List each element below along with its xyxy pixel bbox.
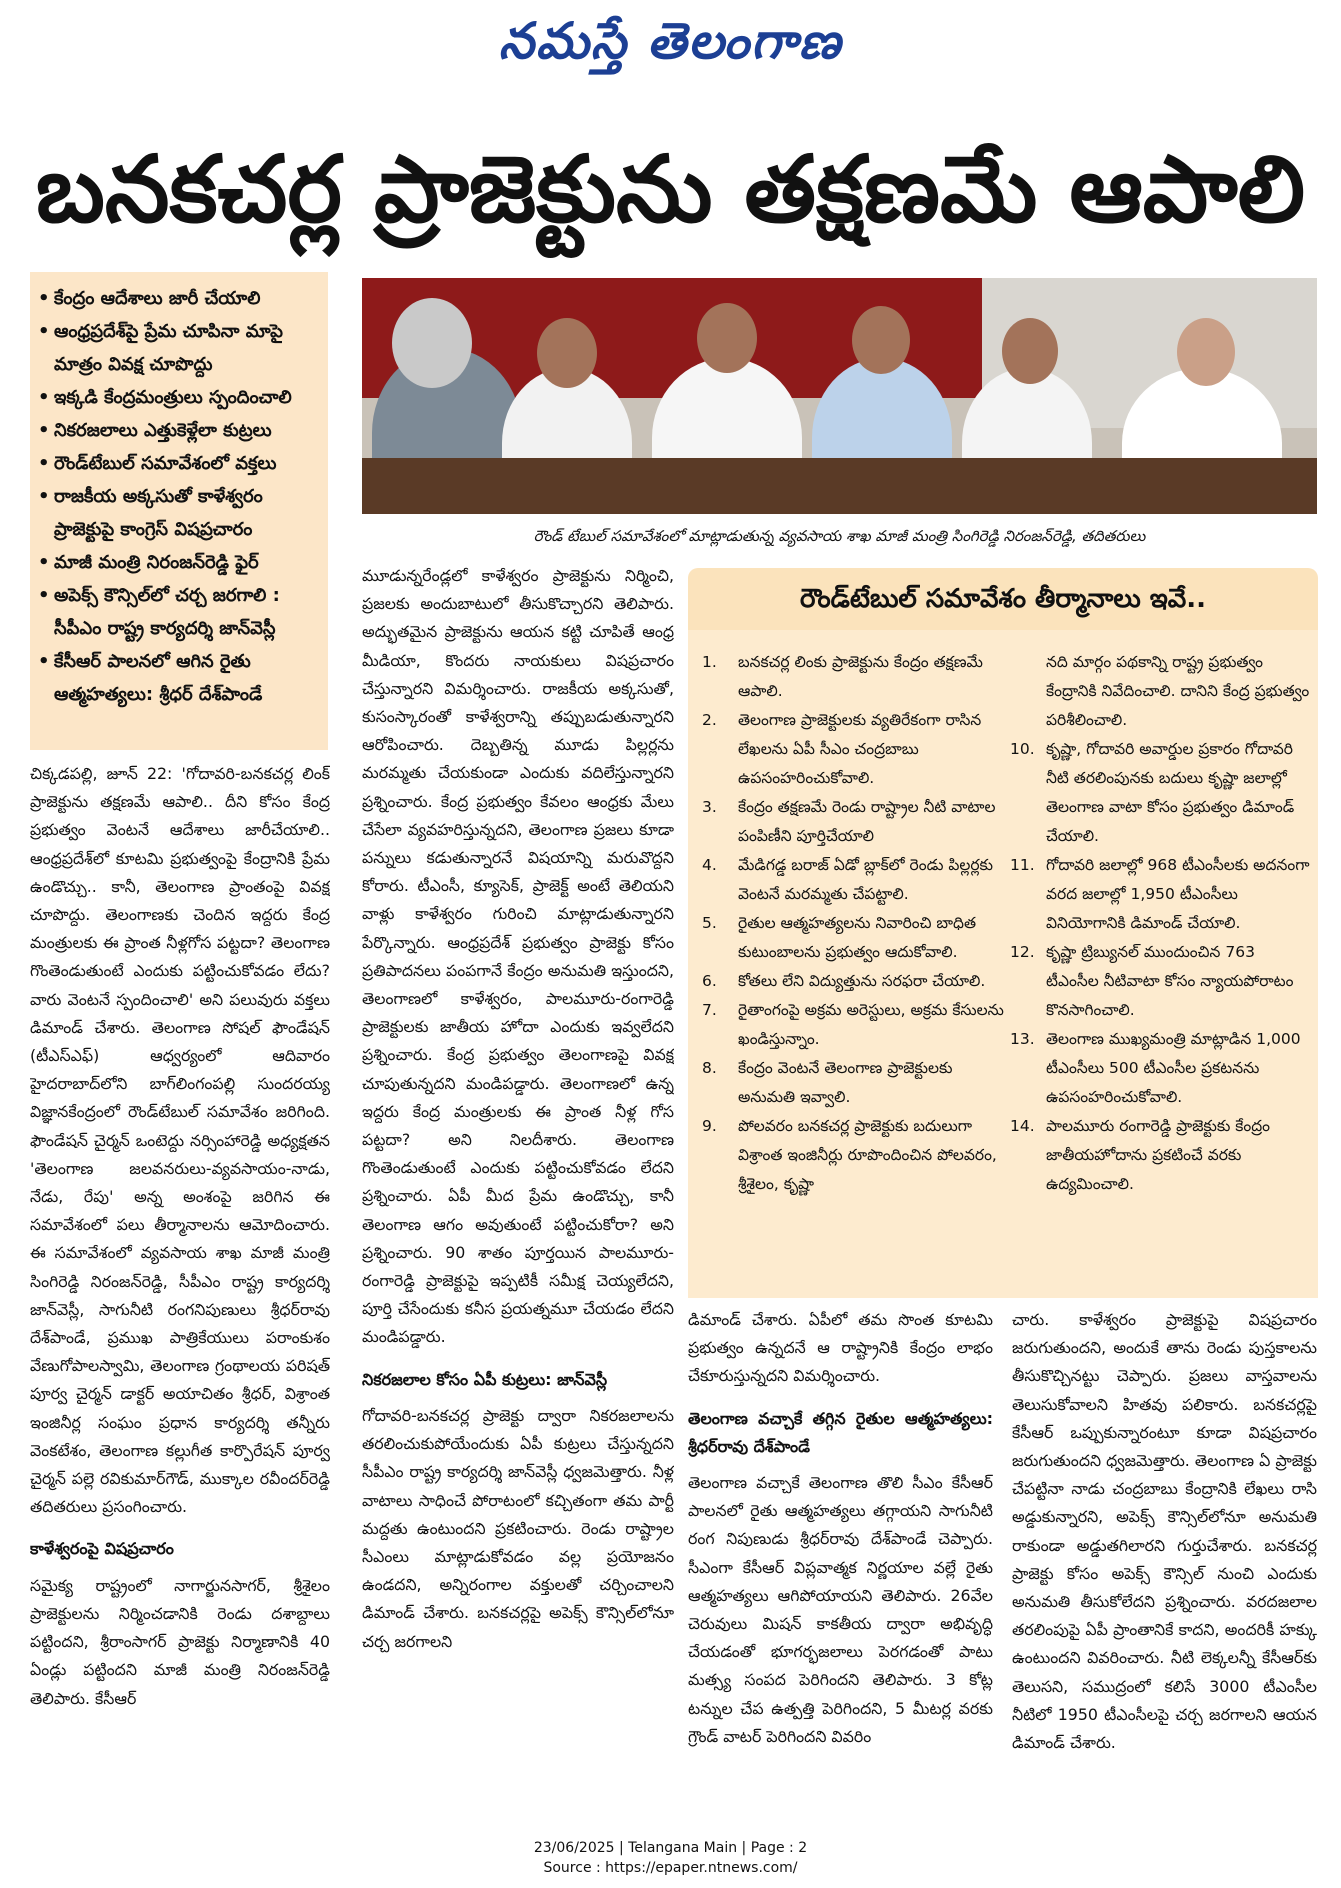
resolutions-title: రౌండ్‌టేబుల్ సమావేశం తీర్మానాలు ఇవే.. <box>688 568 1318 630</box>
resolution-item <box>1010 1025 1312 1112</box>
article-subheading: తెలంగాణ వచ్చాకే తగ్గిన రైతుల ఆత్మహత్యలు: శ్రీధర్‌రావు దేశ్‌పాండే <box>688 1408 993 1456</box>
resolution-text: కోతలు లేని విద్యుత్తును సరఫరా చేయాలి. <box>738 972 986 990</box>
resolution-text: పాలమూరు రంగారెడ్డి ప్రాజెక్టుకు కేంద్రం జాతీయహోదాను ప్రకటించే వరకు ఉద్యమించాలి. <box>1046 1117 1271 1193</box>
resolution-text: రైతాంగంపై అక్రమ అరెస్టులు, అక్రమ కేసులను ఖండిస్తున్నాం. <box>738 1001 1004 1048</box>
resolution-text: గోదావరి జలాల్లో 968 టీఎంసీలకు అదనంగా వరద జలాల్లో 1,950 టీఎంసీలు వినియోగానికి డిమాండ్ చేయాలి. <box>1046 856 1310 932</box>
highlight-item: • మాజీ మంత్రి నిరంజన్‌రెడ్డి ఫైర్ <box>38 546 320 579</box>
article-paragraph: చిక్కడపల్లి, జూన్ 22: 'గోదావరి-బనకచర్ల లింక్ ప్రాజెక్టును తక్షణమే ఆపాలి.. దీని కోసం కేంద్ర ప్రభుత్వం వెంటనే ఆదేశాలు జారీచేయాలి.. ఆంధ్రప్రదేశ్‌లో కూటమి ప్రభుత్వంపై కేంద్రానికి ప్రేమ ఉండొచ్చు.. కానీ, తెలంగాణ ప్రాంతంపై వివక్ష చూపొద్దు. తెలంగాణకు చెందిన ఇద్దరు కేంద్ర మంత్రులకు ఈ ప్రాంత నీళ్లగోస పట్టదా? తెలంగాణ గొంతెండుతుంటే ఎందుకు పట్టించుకోవడం లేదు? వారు వెంటనే స్పందించాలి' అని పలువురు వక్తలు డిమాండ్ చేశారు. తెలంగాణ సోషల్ ఫౌండేషన్ (టీఎస్‌ఎఫ్) ఆధ్వర్యంలో ఆదివారం హైదరాబాద్‌లోని బాగ్‌లింగంపల్లి సుందరయ్య విజ్ఞానకేంద్రంలో రౌండ్‌టేబుల్ సమావేశం జరిగింది. ఫౌండేషన్ చైర్మన్ ఒంటెద్దు నర్సింహారెడ్డి అధ్యక్షతన 'తెలంగాణ జలవనరులు-వ్యవసాయం-నాడు, నేడు, రేపు' అన్న అంశంపై జరిగిన ఈ సమావేశంలో పలు తీర్మానాలను ఆమోదించారు. ఈ సమావేశంలో వ్యవసాయ శాఖ మాజీ మంత్రి సింగిరెడ్డి నిరంజన్‌రెడ్డి, సీపీఎం రాష్ట్ర కార్యదర్శి జాన్‌వెస్లీ, సాగునీటి రంగనిపుణులు శ్రీధర్‌రావు దేశ్‌పాండే, ప్రముఖ పాత్రికేయులు పరాంకుశం వేణుగోపాలస్వామి, తెలంగాణ గ్రంథాలయ పరిషత్ పూర్వ చైర్మన్ డాక్టర్ అయాచితం శ్రీధర్, విశ్రాంత ఇంజినీర్ల సంఘం ప్రధాన కార్యదర్శి తన్నీరు వెంకటేశం, తెలంగాణ కల్లుగీత కార్పొరేషన్ పూర్వ చైర్మన్ పల్లె రవికుమార్‌గౌడ్, ముక్కాల రవీందర్‌రెడ్డి తదితరులు ప్రసంగించారు. <box>30 764 330 1517</box>
resolution-number: 11. <box>1010 856 1035 874</box>
page-footer <box>0 1838 1341 1878</box>
resolution-text: కృష్ణా, గోదావరి అవార్డుల ప్రకారం గోదావరి నీటి తరలింపునకు బదులు కృష్ణా జలాల్లో తెలంగాణ వాటా కోసం ప్రభుత్వం డిమాండ్ చేయాలి. <box>1046 740 1295 845</box>
resolution-text: కేంద్రం వెంటనే తెలంగాణ ప్రాజెక్టులకు అనుమతి ఇవ్వాలి. <box>738 1059 953 1106</box>
resolution-item <box>1010 735 1312 851</box>
resolutions-left-column <box>702 648 1004 1199</box>
highlights-box <box>30 272 328 750</box>
resolution-number: 8. <box>702 1059 717 1077</box>
resolution-item <box>1010 938 1312 1025</box>
photo-person-head <box>537 318 597 388</box>
resolution-number: 14. <box>1010 1117 1035 1135</box>
photo-person-head <box>392 298 472 388</box>
highlight-item: • ఆంధ్రప్రదేశ్‌పై ప్రేమ చూపినా మాపై మాత్రం వివక్ష చూపొద్దు <box>38 315 320 381</box>
resolution-number <box>1010 648 1046 735</box>
article-paragraph: డిమాండ్ చేశారు. ఏపీలో తమ సొంత కూటమి ప్రభుత్వం ఉన్నదనే ఆ రాష్ట్రానికి కేంద్రం లాభం చేకూరుస్తున్నదని విమర్శించారు. <box>688 1310 993 1386</box>
resolutions-body <box>688 630 1318 1298</box>
resolution-text: నది మార్గం పథకాన్ని రాష్ట్ర ప్రభుత్వం కేంద్రానికి నివేదించాలి. దానిని కేంద్ర ప్రభుత్వం పరిశీలించాలి. <box>1046 653 1310 729</box>
resolution-item <box>702 1112 1004 1199</box>
article-column-3 <box>688 1306 993 1820</box>
article-headline: బనకచర్ల ప్రాజెక్టును తక్షణమే ఆపాలి <box>35 136 1306 243</box>
resolution-text: కృష్ణా ట్రిబ్యునల్ ముందుంచిన 763 టీఎంసీల నీటివాటా కోసం న్యాయపోరాటం కొనసాగించాలి. <box>1046 943 1294 1019</box>
resolution-item <box>1010 851 1312 938</box>
resolution-item <box>702 1054 1004 1112</box>
article-paragraph: సమైక్య రాష్ట్రంలో నాగార్జునసాగర్, శ్రీశైలం ప్రాజెక్టులను నిర్మించడానికి రెండు దశాబ్దాలు పట్టిందని, శ్రీరాంసాగర్ ప్రాజెక్టు నిర్మాణానికి 40 ఏండ్లు పట్టిందని మాజీ మంత్రి నిరంజన్‌రెడ్డి తెలిపారు. కేసీఆర్ <box>30 1575 330 1708</box>
resolution-item <box>702 996 1004 1054</box>
resolution-item <box>702 793 1004 851</box>
footer-edition-info: 23/06/2025 | Telangana Main | Page : 2 <box>533 1840 808 1856</box>
highlight-item: • రౌండ్‌టేబుల్ సమావేశంలో వక్తలు <box>38 447 320 480</box>
photo-person-head <box>1177 318 1235 386</box>
resolution-number: 9. <box>702 1117 717 1135</box>
article-paragraph: గోదావరి-బనకచర్ల ప్రాజెక్టు ద్వారా నికరజలాలను తరలించుకుపోయేందుకు ఏపీ కుట్రలు చేస్తున్నదని సీపీఎం రాష్ట్ర కార్యదర్శి జాన్‌వెస్లీ ధ్వజమెత్తారు. నీళ్ల వాటాలు సాధించే పోరాటంలో కచ్చితంగా తమ పార్టీ మద్దతు ఉంటుందని ప్రకటించారు. రెండు రాష్ట్రాల సీఎంలు మాట్లాడుకోవడం వల్ల ప్రయోజనం ఉండదని, అన్నిరంగాల వక్తులతో చర్చించాలని డిమాండ్ చేశారు. బనకచర్లపై అపెక్స్ కౌన్సిల్‌లోనూ చర్చ జరగాలని <box>362 1405 674 1651</box>
resolution-text: రైతుల ఆత్మహత్యలను నివారించి బాధిత కుటుంబాలను ప్రభుత్వం ఆదుకోవాలి. <box>738 914 977 961</box>
article-column-1 <box>30 760 330 1820</box>
resolution-number: 3. <box>702 798 717 816</box>
resolution-text: పోలవరం బనకచర్ల ప్రాజెక్టుకు బదులుగా విశ్రాంత ఇంజినీర్లు రూపొందించిన పోలవరం, శ్రీశైలం, కృష్ణా <box>738 1117 997 1193</box>
photo-caption: రౌండ్ టేబుల్ సమావేశంలో మాట్లాడుతున్న వ్యవసాయ శాఖ మాజీ మంత్రి సింగిరెడ్డి నిరంజన్‌రెడ్డి, తదితరులు <box>533 527 1146 545</box>
article-paragraph: తెలంగాణ వచ్చాకే తెలంగాణ తొలి సీఎం కేసీఆర్ పాలనలో రైతు ఆత్మహత్యలు తగ్గాయని సాగునీటి రంగ నిపుణుడు శ్రీధర్‌రావు దేశ్‌పాండే చెప్పారు. సీఎంగా కేసీఆర్ విప్లవాత్మక నిర్ణయాల వల్లే రైతు ఆత్మహత్యలు ఆగిపోయాయని తెలిపారు. 26వేల చెరువులు మిషన్ కాకతీయ ద్వారా అభివృద్ధి చేయడంతో భూగర్భజలాలు పెరగడంతో పాటు మత్స్య సంపద పెరిగిందని తెలిపారు. 3 కోట్ల టన్నుల చేప ఉత్పత్తి పెరిగిందని, 5 మీటర్ల వరకు గ్రౌండ్ వాటర్ పెరిగిందని వివరిం <box>688 1473 993 1746</box>
footer-source: Source : https://epaper.ntnews.com/ <box>543 1860 798 1876</box>
highlight-item: • కేసీఆర్ పాలనలో ఆగిన రైతు ఆత్మహత్యలు: శ్రీధర్ దేశ్‌పాండే <box>38 645 320 711</box>
highlight-item: • రాజకీయ అక్కసుతో కాళేశ్వరం ప్రాజెక్టుపై కాంగ్రెస్ విషప్రచారం <box>38 480 320 546</box>
resolution-text: తెలంగాణ ముఖ్యమంత్రి మాట్లాడిన 1,000 టీఎంసీలు 500 టీఎంసీల ప్రకటనను ఉపసంహరించుకోవాలి. <box>1046 1030 1301 1106</box>
highlight-item: • అపెక్స్ కౌన్సిల్‌లో చర్చ జరగాలి : సీపీఎం రాష్ట్ర కార్యదర్శి జాన్‌వెస్లీ <box>38 579 320 645</box>
resolution-item <box>702 706 1004 793</box>
highlight-item: • ఇక్కడి కేంద్రమంత్రులు స్పందించాలి <box>38 381 320 414</box>
resolutions-right-column <box>1010 648 1312 1199</box>
resolution-number: 6. <box>702 972 717 990</box>
article-paragraph: చారు. కాళేశ్వరం ప్రాజెక్టుపై విషప్రచారం జరుగుతుందని, అందుకే తాను రెండు పుస్తకాలను తీసుకొచ్చినట్టు చెప్పారు. ప్రజలు వాస్తవాలను తెలుసుకోవాలని హితవు పలికారు. బనకచర్లపై కేసీఆర్ ఒప్పుకున్నారంటూ కూడా విషప్రచారం జరుగుతుందని ధ్వజమెత్తారు. తెలంగాణ ఏ ప్రాజెక్టు చేపట్టినా నాడు చంద్రబాబు కేంద్రానికి లేఖలు రాసి అడ్డుకున్నారని, అపెక్స్ కౌన్సిల్‌లోనూ అనుమతి రాకుండా అడ్డుతగిలారని గుర్తుచేశారు. బనకచర్ల ప్రాజెక్టు కోసం అపెక్స్ కౌన్సిల్ నుంచి ఎందుకు అనుమతి తీసుకోలేదని ప్రశ్నించారు. వరదజలాల తరలింపుపై ఏపీ ప్రాంతానికే కాదని, అందరికీ హక్కు ఉంటుందని వివరించారు. నీటి లెక్కలన్నీ కేసీఆర్‌కు తెలుసని, సముద్రంలో కలిసే 3000 టీఎంసీల నీటిలో 1950 టీఎంసీలపై చర్చ జరగాలని ఆయన డిమాండ్ చేశారు. <box>1012 1310 1317 1753</box>
photo-person-head <box>1002 318 1058 384</box>
resolution-item <box>702 909 1004 967</box>
meeting-photo <box>362 278 1317 514</box>
article-paragraph: మూడున్నరేండ్లలో కాళేశ్వరం ప్రాజెక్టును నిర్మించి, ప్రజలకు అందుబాటులో తీసుకొచ్చారని తెలిపారు. అద్భుతమైన ప్రాజెక్టును ఆయన కట్టి చూపితే ఆంధ్ర మీడియా, కొందరు నాయకులు విషప్రచారం చేస్తున్నారని విమర్శించారు. రాజకీయ అక్కసుతో, కుసంస్కారంతో కాళేశ్వరాన్ని తప్పుబడుతున్నారని ఆరోపించారు. దెబ్బతిన్న మూడు పిల్లర్లను మరమ్మతు చేయకుండా ఎందుకు వదిలేస్తున్నారని ప్రశ్నించారు. కేంద్ర ప్రభుత్వం కేవలం ఆంధ్రకు మేలు చేసేలా వ్యవహరిస్తున్నదని, తెలంగాణ ప్రజలు కూడా పన్నులు కడుతున్నారనే విషయాన్ని మరువొద్దని కోరారు. టీఎంసీ, క్యూసెక్, ప్రాజెక్ట్ అంటే తెలియని వాళ్లు కాళేశ్వరం గురించి మాట్లాడుతున్నారని పేర్కొన్నారు. ఆంధ్రప్రదేశ్ ప్రభుత్వం ప్రాజెక్టు కోసం ప్రతిపాదనలు పంపగానే కేంద్రం అనుమతి ఇస్తుందని, తెలంగాణలో కాళేశ్వరం, పాలమూరు-రంగారెడ్డి ప్రాజెక్టులకు జాతీయ హోదా ఎందుకు ఇవ్వలేదని ప్రశ్నించారు. కేంద్ర ప్రభుత్వం తెలంగాణపై వివక్ష చూపుతున్నదని మండిపడ్డారు. తెలంగాణలో ఉన్న ఇద్దరు కేంద్ర మంత్రులకు ఈ ప్రాంత నీళ్ల గోస పట్టదా? అని నిలదీశారు. తెలంగాణ గొంతెండుతుంటే ఎందుకు పట్టించుకోవడం లేదని ప్రశ్నించారు. ఏపీ మీద ప్రేమ ఉండొచ్చు, కానీ తెలంగాణ ఆగం అవుతుంటే పట్టించుకోరా? అని ప్రశ్నించారు. 90 శాతం పూర్తయిన పాలమూరు-రంగారెడ్డి ప్రాజెక్టుపై ఇప్పటికీ సమీక్ష చెయ్యలేదని, పూర్తి చేసేందుకు కనీస ప్రయత్నమూ చేయడం లేదని మండిపడ్డారు. <box>362 566 674 1347</box>
resolution-item <box>1010 1112 1312 1199</box>
resolution-text: కేంద్రం తక్షణమే రెండు రాష్ట్రాల నీటి వాటాల పంపిణీని పూర్తిచేయాలి <box>738 798 996 845</box>
article-column-4 <box>1012 1306 1317 1820</box>
highlight-item: • కేంద్రం ఆదేశాలు జారీ చేయాలి <box>38 282 320 315</box>
resolution-number: 12. <box>1010 943 1035 961</box>
article-subheading: కాళేశ్వరంపై విషప్రచారం <box>30 1539 174 1559</box>
resolution-number: 5. <box>702 914 717 932</box>
resolution-text: బనకచర్ల లింకు ప్రాజెక్టును కేంద్రం తక్షణమే ఆపాలి. <box>738 653 983 700</box>
resolution-item <box>702 967 1004 996</box>
resolution-number: 4. <box>702 856 717 874</box>
resolution-number: 1. <box>702 653 717 671</box>
photo-person-head <box>697 303 757 373</box>
photo-person-head <box>852 306 910 374</box>
highlight-item: • నికరజలాలు ఎత్తుకెళ్లేలా కుట్రలు <box>38 414 320 447</box>
resolution-item <box>1010 648 1312 735</box>
resolution-number: 2. <box>702 711 717 729</box>
resolution-number: 13. <box>1010 1030 1035 1048</box>
resolution-text: తెలంగాణ ప్రాజెక్టులకు వ్యతిరేకంగా రాసిన లేఖలను ఏపీ సీఎం చంద్రబాబు ఉపసంహరించుకోవాలి. <box>738 711 982 787</box>
article-subheading: నికరజలాల కోసం ఏపీ కుట్రలు: జాన్‌వెస్లీ <box>362 1369 608 1389</box>
resolution-text: మేడిగడ్డ బరాజ్ ఏడో బ్లాక్‌లో రెండు పిల్లర్లకు వెంటనే మరమ్మతు చేపట్టాలి. <box>738 856 994 903</box>
resolution-item <box>702 851 1004 909</box>
resolution-item <box>702 648 1004 706</box>
article-column-2 <box>362 562 674 1820</box>
resolution-number: 10. <box>1010 740 1035 758</box>
resolution-number: 7. <box>702 1001 717 1019</box>
newspaper-masthead: నమస్తే తెలంగాణ <box>498 12 843 70</box>
resolutions-box <box>688 568 1318 1298</box>
photo-table <box>362 458 1317 514</box>
